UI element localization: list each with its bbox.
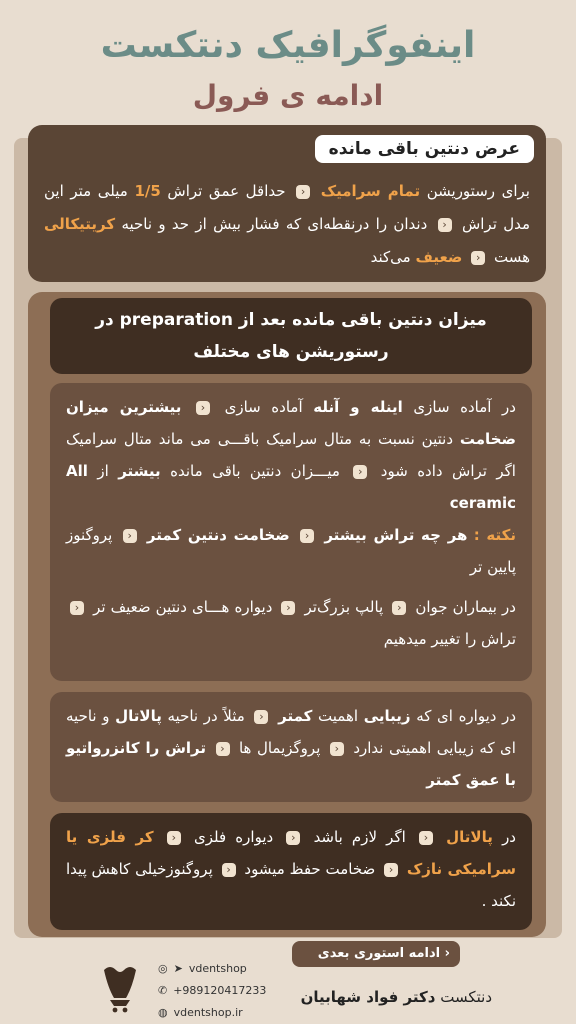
panel-inlay-onlay [50,383,532,681]
chevron-left-icon: ‹ [444,946,450,961]
page-subtitle: ادامه ی فرول [192,79,384,112]
paragraph [66,591,516,655]
whatsapp-icon: ✆ [158,984,168,997]
text: در [502,828,516,846]
text: پروگزیمال ها [238,739,321,757]
website-row[interactable] [158,1002,266,1024]
vdent-logo [96,958,144,1018]
text: اهمیت [318,707,359,725]
chevron-left-icon: ‹ [222,863,236,877]
bold-text: All ceramic [66,462,516,512]
author-name: دکتر فواد شهابیان [300,988,436,1006]
panel-palatal [50,813,532,930]
text: پروگنوزخیلی کاهش پیدا نکند . [66,860,516,910]
chevron-left-icon: ‹ [296,185,310,199]
section-title: میزان دنتین باقی مانده بعد از preparation در رستوریشن های مختلف [50,298,532,374]
text: پالپ بزرگ‌تر [304,598,384,616]
text: تراش را تغییر میدهیم [383,630,516,648]
text: اگر لازم باشد [313,828,406,846]
text: متال سرامیک اگر تراش داده شود [66,430,516,480]
telegram-icon: ➤ [173,962,183,975]
globe-icon: ◍ [158,1006,168,1019]
next-story-button[interactable] [292,941,460,967]
chevron-left-icon: ‹ [216,742,230,756]
bold-text: پالاتال [115,707,162,725]
instagram-icon: ◎ [158,962,168,975]
text: در بیماران جوان [415,598,516,616]
text: در دیواره ای که [416,707,517,725]
highlight: تمام سرامیک [320,182,421,200]
chevron-left-icon: ‹ [70,601,84,615]
page-title: اینفوگرافیک دنتکست [100,25,476,66]
text: دنتین نسبت به متال سرامیک باقـــی می ماند [158,430,454,448]
chevron-left-icon: ‹ [254,710,268,724]
text: میـــزان دنتین باقی مانده [170,462,340,480]
dentin-width-card [28,125,546,282]
text: از [97,462,109,480]
chevron-left-icon: ‹ [471,251,485,265]
text: دیواره فلزی [193,828,274,846]
chevron-left-icon: ‹ [196,401,210,415]
bold-text: بیشتر [118,462,161,480]
header [0,20,576,116]
bold-text: کمتر [278,707,313,725]
highlight: کر فلزی یا سرامیکی نازک [66,828,516,878]
chevron-left-icon: ‹ [286,831,300,845]
phone-row[interactable] [158,980,266,1002]
bold-text: هر چه تراش بیشتر [324,526,468,544]
text: پروگنوز پایین تر [66,526,516,576]
next-story-label: ادامه استوری بعدی [317,946,441,961]
note [66,519,516,583]
chevron-left-icon: ‹ [384,863,398,877]
highlight: 1/5 [134,182,161,200]
bold-text: بیشترین میزان ضخامت [66,398,516,448]
text: و ناحیه ای که زیبایی اهمیتی ندارد [66,707,516,757]
card-body [44,175,530,274]
panel-esthetic-wall [50,692,532,802]
author-credit [301,988,492,1006]
text: میلی متر این مدل تراش [44,182,531,233]
highlight: پالاتال [446,828,493,846]
chevron-left-icon: ‹ [123,529,137,543]
phone-number: +989120417233 [173,984,267,997]
social-handle: vdentshop [188,962,247,975]
highlight: ضعیف [415,248,463,266]
website: vdentshop.ir [173,1006,243,1019]
text: می‌کند [370,248,411,266]
highlight: کریتیکالی [44,215,116,233]
chevron-left-icon: ‹ [330,742,344,756]
chevron-left-icon: ‹ [281,601,295,615]
bold-text: ضخامت دنتین کمتر [146,526,290,544]
text: آماده سازی [224,398,303,416]
chevron-left-icon: ‹ [300,529,314,543]
text: حداقل عمق تراش [167,182,286,200]
text: دیواره هـــای دنتین ضعیف تر [93,598,273,616]
note-label: نکته : [473,526,516,544]
chevron-left-icon: ‹ [167,831,181,845]
card-title: عرض دنتین باقی مانده [315,135,534,163]
bold-text: اینله و آنله [313,398,403,416]
bold-text: زیبایی [363,707,411,725]
text: برای رستوریشن [426,182,530,200]
chevron-left-icon: ‹ [392,601,406,615]
author-prefix: دنتکست [440,988,492,1006]
paragraph [66,391,516,519]
contact-info [158,958,266,1024]
social-handle-row[interactable] [158,958,266,980]
chevron-left-icon: ‹ [353,465,367,479]
text: دندان را درنقطه‌ای که فشار بیش از حد و ناحیه [121,215,428,233]
text: هست [493,248,530,266]
text: ضخامت حفظ میشود [244,860,376,878]
text: مثلاً در ناحیه [167,707,245,725]
text: در آماده سازی [413,398,516,416]
bold-text: تراش را کانزرواتیو با عمق کمتر [66,739,516,789]
chevron-left-icon: ‹ [438,218,452,232]
chevron-left-icon: ‹ [419,831,433,845]
